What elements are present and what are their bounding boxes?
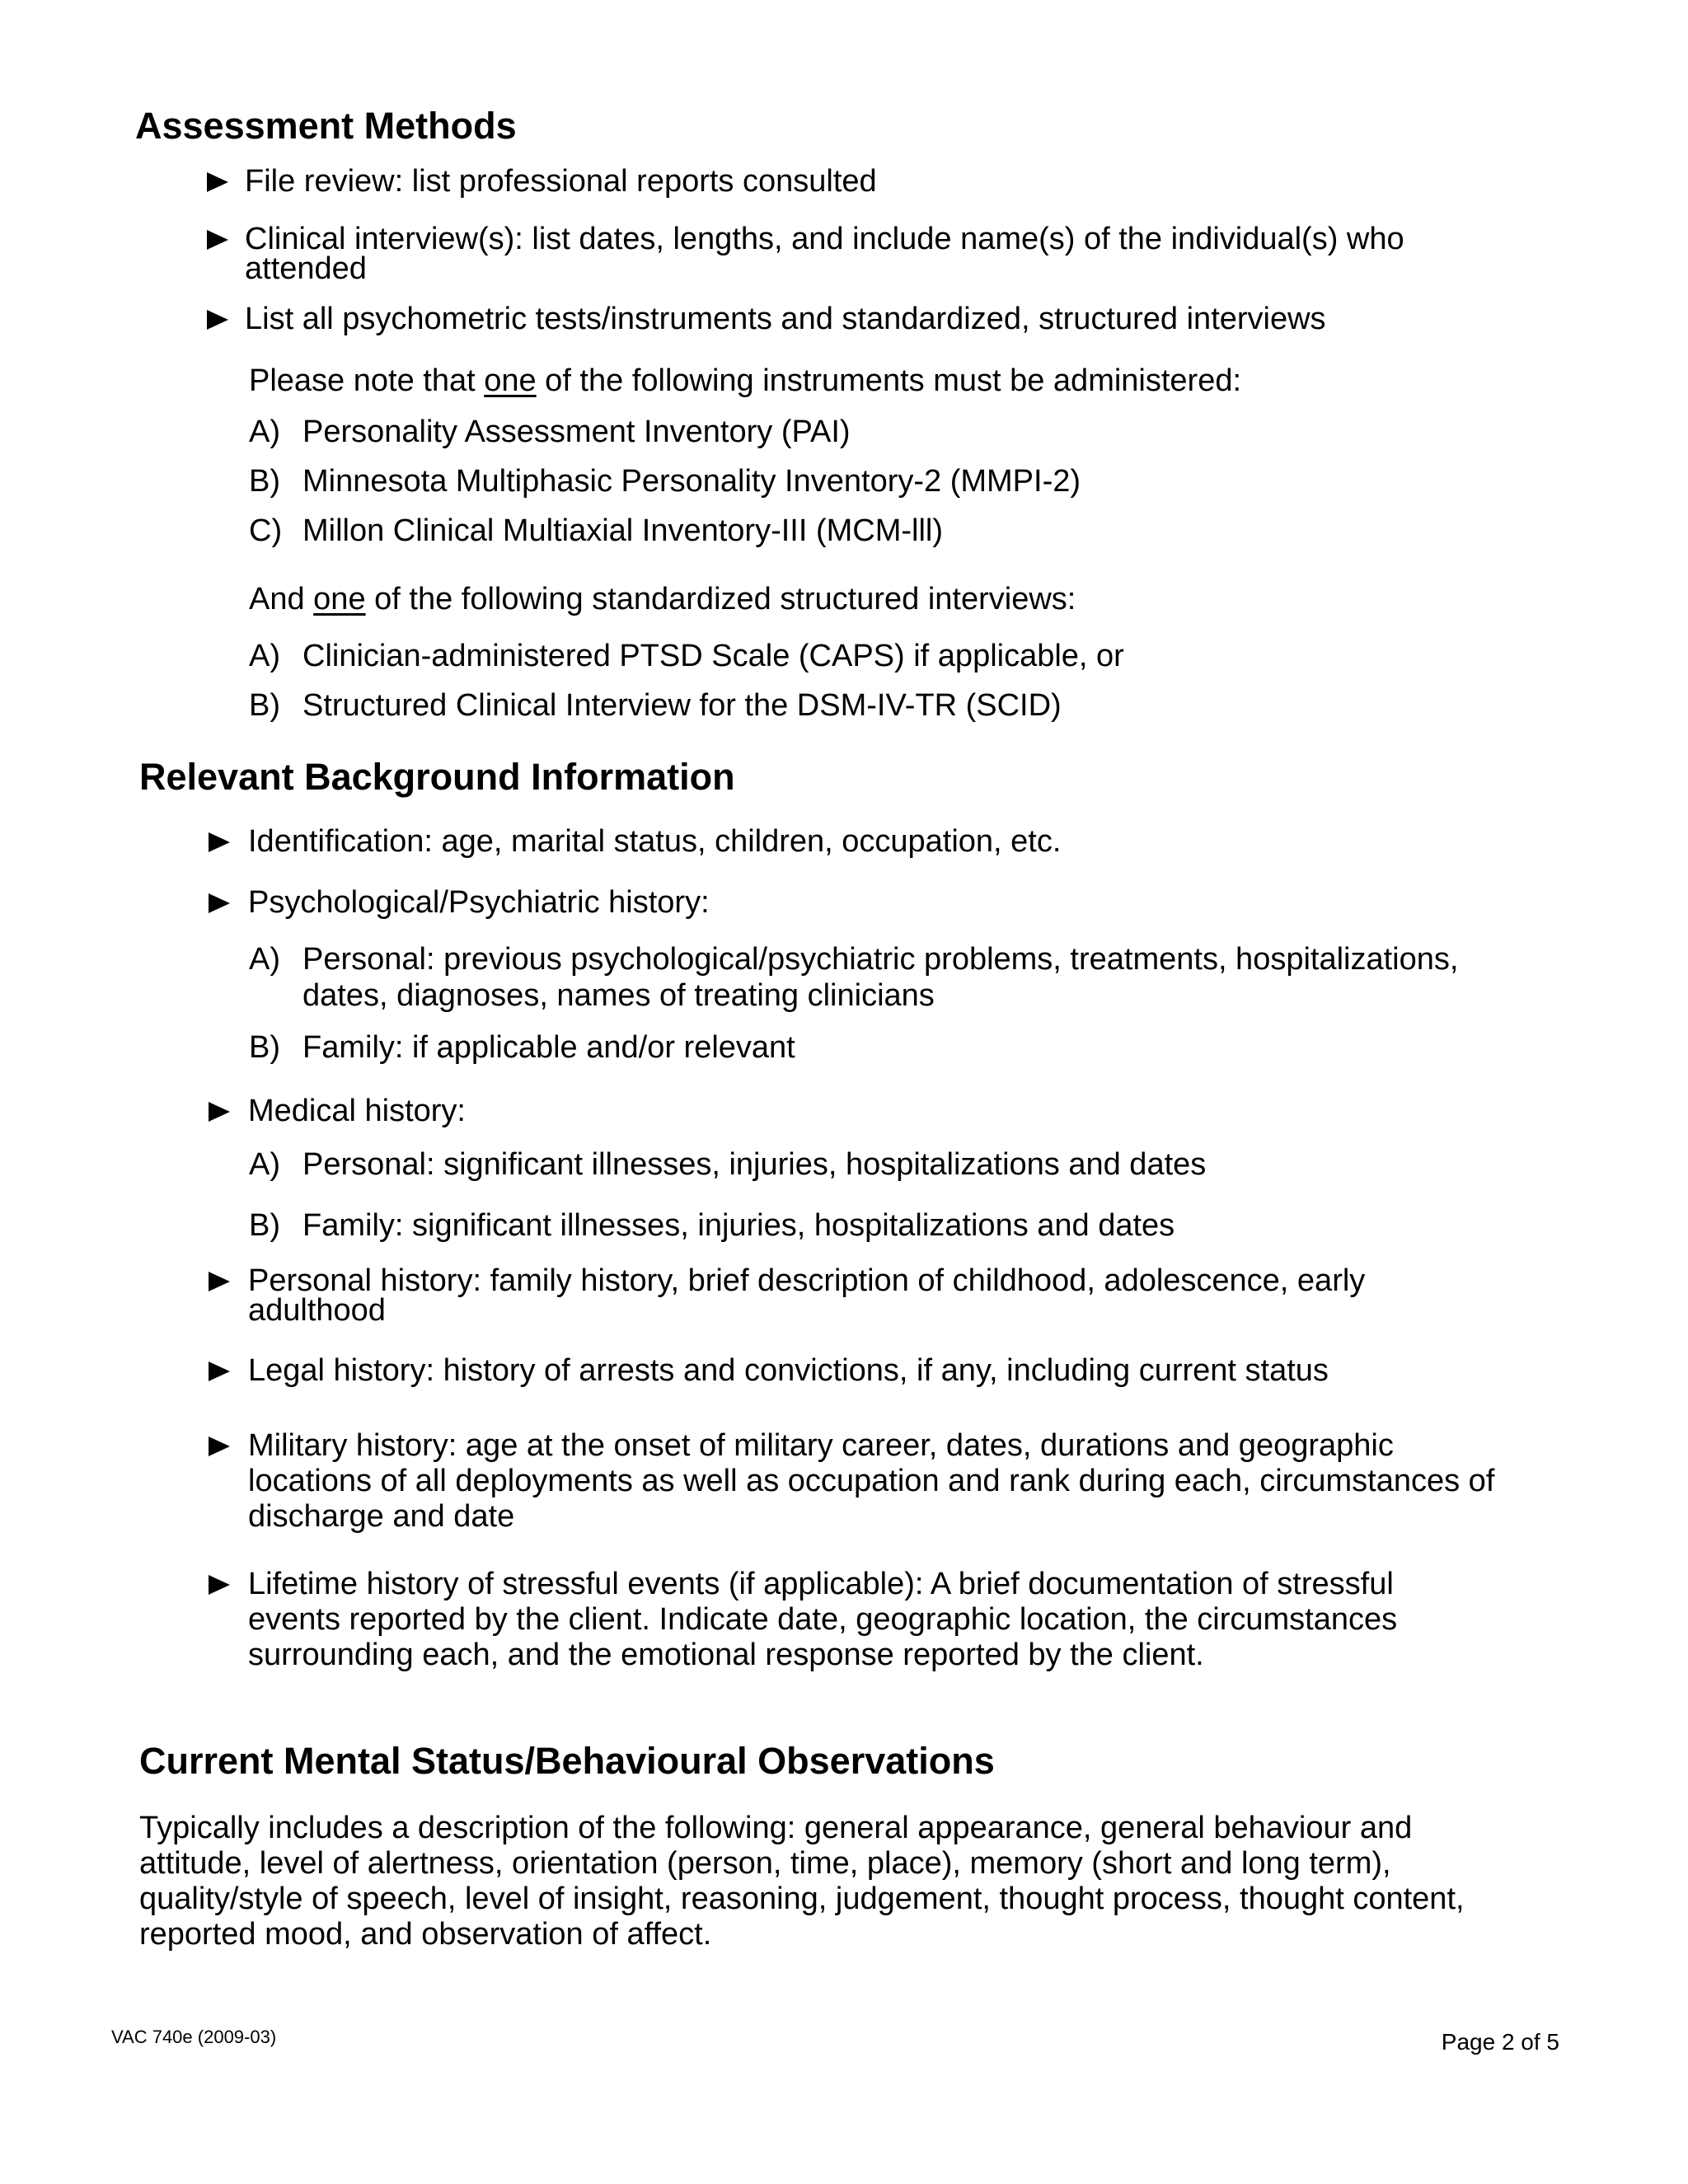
medical-personal: Personal: significant illnesses, injuries, hospitalizations and dates — [302, 1147, 1207, 1182]
background-heading: Relevant Background Information — [139, 756, 735, 798]
bullet-arrow-icon — [207, 310, 228, 330]
list-label: B) — [249, 688, 280, 723]
note-text: of the following standardized structured interviews: — [365, 582, 1076, 616]
bullet-stressful-events-cont: events reported by the client. Indicate date, geographic location, the circumstances — [248, 1602, 1398, 1637]
mental-status-heading: Current Mental Status/Behavioural Observations — [139, 1740, 995, 1782]
bullet-medical-history: Medical history: — [248, 1094, 466, 1128]
bullet-military-history-cont: locations of all deployments as well as occupation and rank during each, circumstances of — [248, 1464, 1495, 1498]
bullet-arrow-icon — [209, 832, 230, 852]
page-number: Page 2 of 5 — [1441, 2029, 1559, 2055]
list-label: C) — [249, 513, 283, 548]
list-label: A) — [249, 1147, 280, 1182]
bullet-military-history-cont: discharge and date — [248, 1499, 515, 1534]
list-label: B) — [249, 1208, 280, 1243]
bullet-file-review: File review: list professional reports consulted — [245, 164, 877, 199]
bullet-identification: Identification: age, marital status, children, occupation, etc. — [248, 824, 1062, 859]
bullet-legal-history: Legal history: history of arrests and convictions, if any, including current status — [248, 1353, 1329, 1388]
bullet-arrow-icon — [209, 1272, 230, 1291]
list-label: A) — [249, 639, 280, 673]
bullet-psychometric-tests: List all psychometric tests/instruments and standardized, structured interviews — [245, 302, 1326, 336]
list-label: A) — [249, 942, 280, 977]
list-label: B) — [249, 464, 280, 499]
mental-status-paragraph-line: quality/style of speech, level of insight, reasoning, judgement, thought process, thought content, — [139, 1882, 1465, 1916]
list-label: A) — [249, 415, 280, 449]
interview-caps: Clinician-administered PTSD Scale (CAPS) if applicable, or — [302, 639, 1124, 673]
bullet-arrow-icon — [209, 1361, 230, 1381]
bullet-arrow-icon — [209, 1575, 230, 1595]
interviews-note — [249, 582, 1076, 617]
note-emphasis: one — [484, 363, 537, 398]
bullet-arrow-icon — [209, 893, 230, 913]
bullet-personal-history-cont: adulthood — [248, 1293, 386, 1328]
bullet-psych-history: Psychological/Psychiatric history: — [248, 885, 710, 920]
instrument-mmpi: Minnesota Multiphasic Personality Inventory-2 (MMPI-2) — [302, 464, 1081, 499]
psych-family: Family: if applicable and/or relevant — [302, 1030, 795, 1065]
note-text: And — [249, 582, 314, 616]
bullet-arrow-icon — [207, 172, 228, 192]
mental-status-paragraph-line: attitude, level of alertness, orientation (person, time, place), memory (short and long term), — [139, 1846, 1391, 1881]
bullet-stressful-events: Lifetime history of stressful events (if applicable): A brief documentation of stressful — [248, 1567, 1394, 1601]
bullet-clinical-interview: Clinical interview(s): list dates, lengths, and include name(s) of the individual(s) who — [245, 222, 1404, 256]
instruments-note — [249, 363, 1241, 399]
bullet-personal-history: Personal history: family history, brief description of childhood, adolescence, early — [248, 1263, 1366, 1298]
medical-family: Family: significant illnesses, injuries, hospitalizations and dates — [302, 1208, 1175, 1243]
list-label: B) — [249, 1030, 280, 1065]
note-text: Please note that — [249, 363, 485, 398]
assessment-methods-heading: Assessment Methods — [135, 105, 517, 147]
bullet-arrow-icon — [209, 1436, 230, 1456]
mental-status-paragraph-line: Typically includes a description of the following: general appearance, general behaviour and — [139, 1811, 1413, 1845]
bullet-arrow-icon — [209, 1102, 230, 1122]
mental-status-paragraph-line: reported mood, and observation of affect. — [139, 1917, 712, 1952]
instrument-mcmi: Millon Clinical Multiaxial Inventory-III (MCM-lll) — [302, 513, 944, 548]
bullet-arrow-icon — [207, 230, 228, 250]
bullet-military-history: Military history: age at the onset of military career, dates, durations and geographic — [248, 1428, 1394, 1463]
psych-personal-cont: dates, diagnoses, names of treating clinicians — [302, 978, 935, 1013]
bullet-stressful-events-cont: surrounding each, and the emotional response reported by the client. — [248, 1638, 1204, 1672]
note-emphasis: one — [313, 582, 366, 616]
psych-personal: Personal: previous psychological/psychiatric problems, treatments, hospitalizations, — [302, 942, 1459, 977]
interview-scid: Structured Clinical Interview for the DSM-IV-TR (SCID) — [302, 688, 1062, 723]
bullet-clinical-interview-cont: attended — [245, 251, 367, 286]
instrument-pai: Personality Assessment Inventory (PAI) — [302, 415, 851, 449]
form-identifier: VAC 740e (2009-03) — [111, 2027, 277, 2047]
note-text: of the following instruments must be administered: — [536, 363, 1242, 398]
